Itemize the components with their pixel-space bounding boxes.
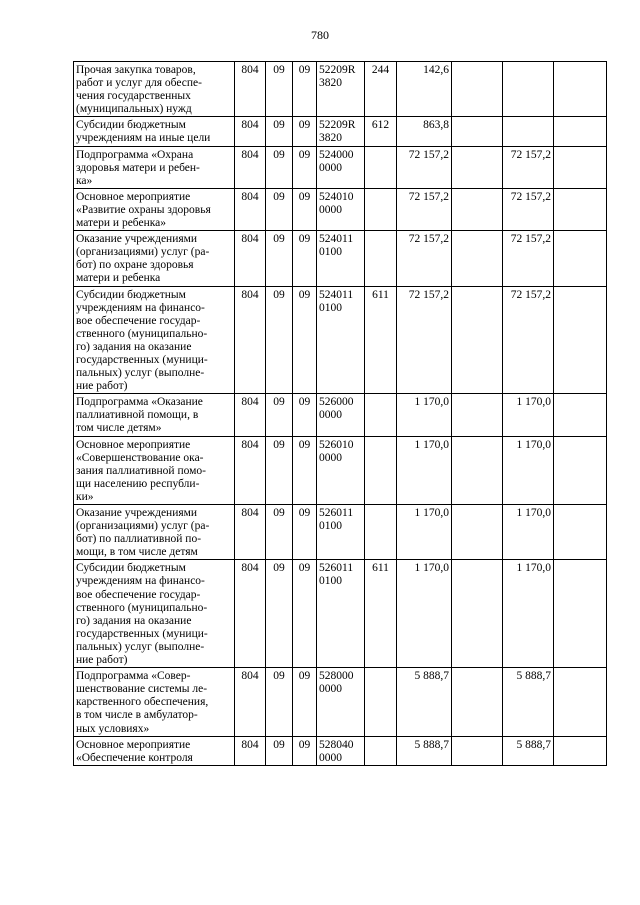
- table-row: [74, 736, 607, 765]
- amount-cell-4: [554, 146, 607, 188]
- target-article-code-cell: 52209R 3820: [317, 117, 365, 146]
- amount-cell-3: 1 170,0: [503, 394, 554, 436]
- amount-cell-1: 142,6: [397, 62, 452, 117]
- target-article-code-cell: 528040 0000: [317, 736, 365, 765]
- row-name-cell: Подпрограмма «Совер- шенствование системы ле- карственного обеспечения, в том числе в амбулатор- ных условиях»: [74, 668, 235, 736]
- amount-cell-1: 1 170,0: [397, 560, 452, 668]
- ministry-code-cell: 804: [235, 436, 266, 504]
- budget-table: [73, 61, 607, 766]
- table-row: [74, 117, 607, 146]
- section-code-cell: 09: [266, 231, 293, 286]
- subsection-code-cell: 09: [293, 736, 317, 765]
- section-code-cell: 09: [266, 436, 293, 504]
- ministry-code-cell: 804: [235, 117, 266, 146]
- expense-type-code-cell: 612: [365, 117, 397, 146]
- amount-cell-1: 72 157,2: [397, 188, 452, 230]
- row-name-cell: Субсидии бюджетным учреждениям на иные цели: [74, 117, 235, 146]
- amount-cell-2: [452, 668, 503, 736]
- page-number: 780: [311, 28, 329, 42]
- target-article-code-cell: 526011 0100: [317, 505, 365, 560]
- amount-cell-4: [554, 668, 607, 736]
- table-row: [74, 286, 607, 394]
- table-row: [74, 505, 607, 560]
- amount-cell-4: [554, 286, 607, 394]
- expense-type-code-cell: [365, 668, 397, 736]
- target-article-code-cell: 526000 0000: [317, 394, 365, 436]
- amount-cell-4: [554, 394, 607, 436]
- amount-cell-3: 72 157,2: [503, 146, 554, 188]
- target-article-code-cell: 528000 0000: [317, 668, 365, 736]
- amount-cell-4: [554, 505, 607, 560]
- amount-cell-2: [452, 117, 503, 146]
- target-article-code-cell: 524000 0000: [317, 146, 365, 188]
- ministry-code-cell: 804: [235, 231, 266, 286]
- expense-type-code-cell: [365, 505, 397, 560]
- section-code-cell: 09: [266, 188, 293, 230]
- target-article-code-cell: 526011 0100: [317, 560, 365, 668]
- amount-cell-3: 72 157,2: [503, 188, 554, 230]
- amount-cell-4: [554, 736, 607, 765]
- table-row: [74, 231, 607, 286]
- amount-cell-1: 5 888,7: [397, 668, 452, 736]
- ministry-code-cell: 804: [235, 668, 266, 736]
- target-article-code-cell: 52209R 3820: [317, 62, 365, 117]
- amount-cell-2: [452, 394, 503, 436]
- subsection-code-cell: 09: [293, 62, 317, 117]
- section-code-cell: 09: [266, 146, 293, 188]
- expense-type-code-cell: 611: [365, 560, 397, 668]
- subsection-code-cell: 09: [293, 188, 317, 230]
- amount-cell-2: [452, 286, 503, 394]
- amount-cell-4: [554, 188, 607, 230]
- amount-cell-1: 1 170,0: [397, 436, 452, 504]
- expense-type-code-cell: [365, 188, 397, 230]
- row-name-cell: Оказание учреждениями (организациями) услуг (ра- бот) по охране здоровья матери и ребенка: [74, 231, 235, 286]
- subsection-code-cell: 09: [293, 117, 317, 146]
- ministry-code-cell: 804: [235, 560, 266, 668]
- section-code-cell: 09: [266, 668, 293, 736]
- section-code-cell: 09: [266, 117, 293, 146]
- amount-cell-1: 863,8: [397, 117, 452, 146]
- target-article-code-cell: 524010 0000: [317, 188, 365, 230]
- row-name-cell: Основное мероприятие «Совершенствование ока- зания паллиативной помо- щи населению республи- ки»: [74, 436, 235, 504]
- amount-cell-3: [503, 62, 554, 117]
- ministry-code-cell: 804: [235, 736, 266, 765]
- row-name-cell: Основное мероприятие «Развитие охраны здоровья матери и ребенка»: [74, 188, 235, 230]
- table-row: [74, 436, 607, 504]
- target-article-code-cell: 524011 0100: [317, 286, 365, 394]
- section-code-cell: 09: [266, 286, 293, 394]
- table-row: [74, 146, 607, 188]
- amount-cell-4: [554, 117, 607, 146]
- subsection-code-cell: 09: [293, 286, 317, 394]
- table-row: [74, 62, 607, 117]
- amount-cell-2: [452, 736, 503, 765]
- expense-type-code-cell: 611: [365, 286, 397, 394]
- section-code-cell: 09: [266, 505, 293, 560]
- amount-cell-1: 72 157,2: [397, 286, 452, 394]
- target-article-code-cell: 526010 0000: [317, 436, 365, 504]
- ministry-code-cell: 804: [235, 505, 266, 560]
- table-row: [74, 188, 607, 230]
- subsection-code-cell: 09: [293, 668, 317, 736]
- amount-cell-2: [452, 505, 503, 560]
- amount-cell-3: 1 170,0: [503, 505, 554, 560]
- row-name-cell: Субсидии бюджетным учреждениям на финансо- вое обеспечение государ- ственного (муниципально- го) задания на оказание государственных (муници- пальных) услуг (выполне- ние работ): [74, 560, 235, 668]
- amount-cell-2: [452, 436, 503, 504]
- amount-cell-3: 72 157,2: [503, 231, 554, 286]
- amount-cell-2: [452, 62, 503, 117]
- amount-cell-1: 1 170,0: [397, 394, 452, 436]
- amount-cell-4: [554, 62, 607, 117]
- table-row: [74, 560, 607, 668]
- amount-cell-4: [554, 436, 607, 504]
- expense-type-code-cell: [365, 146, 397, 188]
- subsection-code-cell: 09: [293, 560, 317, 668]
- amount-cell-1: 72 157,2: [397, 146, 452, 188]
- row-name-cell: Оказание учреждениями (организациями) услуг (ра- бот) по паллиативной по- мощи, в том числе детям: [74, 505, 235, 560]
- amount-cell-2: [452, 146, 503, 188]
- subsection-code-cell: 09: [293, 231, 317, 286]
- expense-type-code-cell: [365, 231, 397, 286]
- table-row: [74, 668, 607, 736]
- row-name-cell: Основное мероприятие «Обеспечение контроля: [74, 736, 235, 765]
- amount-cell-1: 5 888,7: [397, 736, 452, 765]
- subsection-code-cell: 09: [293, 146, 317, 188]
- expense-type-code-cell: [365, 436, 397, 504]
- amount-cell-3: [503, 117, 554, 146]
- ministry-code-cell: 804: [235, 394, 266, 436]
- amount-cell-1: 1 170,0: [397, 505, 452, 560]
- amount-cell-3: 5 888,7: [503, 668, 554, 736]
- section-code-cell: 09: [266, 394, 293, 436]
- amount-cell-1: 72 157,2: [397, 231, 452, 286]
- amount-cell-4: [554, 231, 607, 286]
- amount-cell-4: [554, 560, 607, 668]
- amount-cell-3: 5 888,7: [503, 736, 554, 765]
- amount-cell-3: 72 157,2: [503, 286, 554, 394]
- ministry-code-cell: 804: [235, 188, 266, 230]
- amount-cell-2: [452, 231, 503, 286]
- table-row: [74, 394, 607, 436]
- section-code-cell: 09: [266, 560, 293, 668]
- section-code-cell: 09: [266, 62, 293, 117]
- expense-type-code-cell: [365, 736, 397, 765]
- ministry-code-cell: 804: [235, 62, 266, 117]
- amount-cell-2: [452, 188, 503, 230]
- subsection-code-cell: 09: [293, 505, 317, 560]
- target-article-code-cell: 524011 0100: [317, 231, 365, 286]
- row-name-cell: Прочая закупка товаров, работ и услуг для обеспе- чения государственных (муниципальных) нужд: [74, 62, 235, 117]
- row-name-cell: Подпрограмма «Оказание паллиативной помощи, в том числе детям»: [74, 394, 235, 436]
- subsection-code-cell: 09: [293, 394, 317, 436]
- amount-cell-2: [452, 560, 503, 668]
- section-code-cell: 09: [266, 736, 293, 765]
- row-name-cell: Субсидии бюджетным учреждениям на финансо- вое обеспечение государ- ственного (муниципально- го) задания на оказание государственных (муници- пальных) услуг (выполне- ние работ): [74, 286, 235, 394]
- ministry-code-cell: 804: [235, 286, 266, 394]
- amount-cell-3: 1 170,0: [503, 560, 554, 668]
- expense-type-code-cell: 244: [365, 62, 397, 117]
- expense-type-code-cell: [365, 394, 397, 436]
- amount-cell-3: 1 170,0: [503, 436, 554, 504]
- subsection-code-cell: 09: [293, 436, 317, 504]
- ministry-code-cell: 804: [235, 146, 266, 188]
- row-name-cell: Подпрограмма «Охрана здоровья матери и ребен- ка»: [74, 146, 235, 188]
